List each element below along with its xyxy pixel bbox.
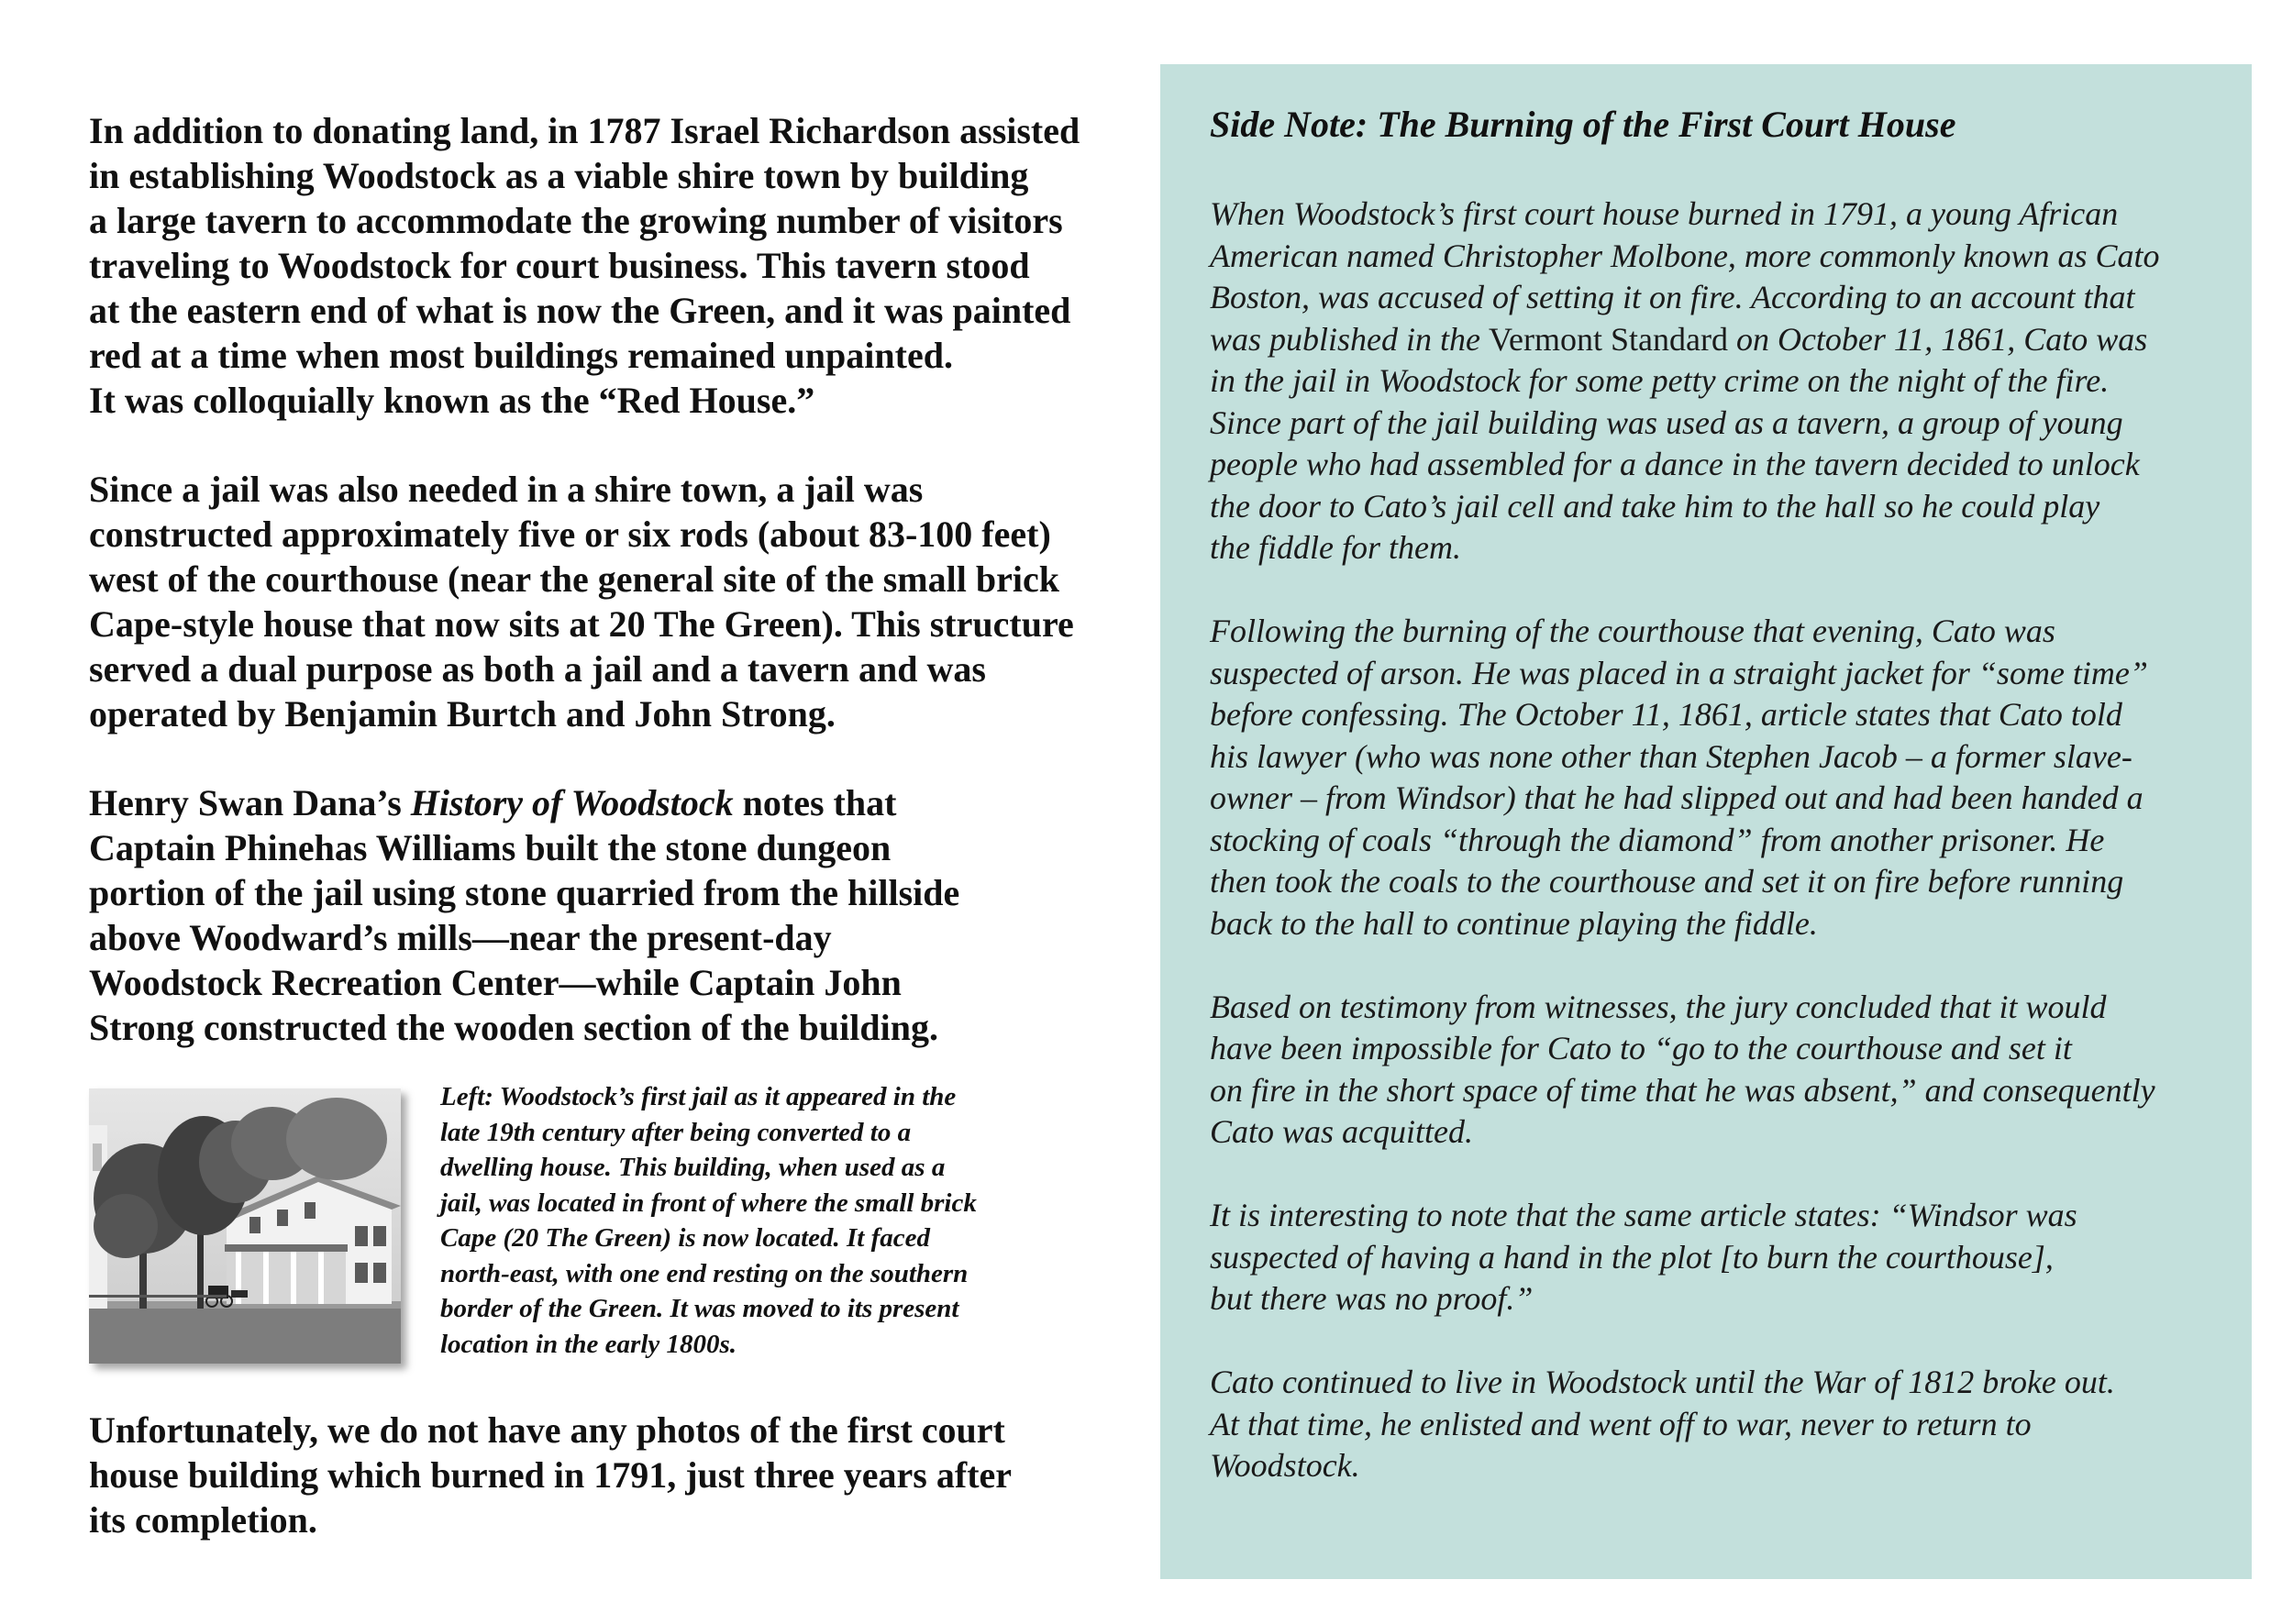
- side-paragraph: [1210, 193, 2228, 569]
- text-run: was published in the: [1210, 320, 1489, 358]
- book-title: History of Woodstock: [410, 782, 734, 823]
- text-line: west of the courthouse (near the general site of the small brick: [89, 558, 1059, 600]
- caption-line: Left: Woodstock’s first jail as it appeared in the: [440, 1082, 957, 1111]
- text-line: in establishing Woodstock as a viable shire town by building: [89, 155, 1029, 196]
- text-line: served a dual purpose as both a jail and a tavern and was: [89, 648, 986, 690]
- text-line: Strong constructed the wooden section of the building.: [89, 1007, 938, 1048]
- caption-line: jail, was located in front of where the small brick: [440, 1188, 977, 1218]
- text-run: on October 11, 1861, Cato was: [1727, 320, 2148, 358]
- text-run: notes that: [733, 782, 897, 823]
- text-line: the fiddle for them.: [1210, 529, 1461, 566]
- newspaper-name: Vermont Standard: [1489, 320, 1728, 358]
- paragraph-dungeon: [89, 780, 1135, 1050]
- side-note-body: [1210, 193, 2228, 1529]
- text-line: the door to Cato’s jail cell and take him to the hall so he could play: [1210, 487, 2100, 525]
- text-line: constructed approximately five or six rods (about 83-100 feet): [89, 514, 1051, 555]
- paragraph-no-photos: [89, 1408, 1135, 1542]
- text-line: have been impossible for Cato to “go to the courthouse and set it: [1210, 1030, 2072, 1066]
- paragraph-jail: [89, 467, 1135, 736]
- text-line: at the eastern end of what is now the Green, and it was painted: [89, 290, 1071, 331]
- text-line: Unfortunately, we do not have any photos of the first court: [89, 1409, 1005, 1451]
- text-line: In addition to donating land, in 1787 Israel Richardson assisted: [89, 110, 1080, 151]
- text-line: then took the coals to the courthouse and set it on fire before running: [1210, 863, 2124, 900]
- text-line: but there was no proof.”: [1210, 1280, 1534, 1317]
- text-line: Since a jail was also needed in a shire town, a jail was: [89, 469, 924, 510]
- text-run: Henry Swan Dana’s: [89, 782, 411, 823]
- text-line: a large tavern to accommodate the growing number of visitors: [89, 200, 1063, 241]
- text-line: suspected of arson. He was placed in a straight jacket for “some time”: [1210, 654, 2148, 691]
- text-line: It was colloquially known as the “Red House.”: [89, 380, 815, 421]
- text-line: before confessing. The October 11, 1861, article states that Cato told: [1210, 696, 2122, 733]
- text-line: traveling to Woodstock for court business. This tavern stood: [89, 245, 1030, 286]
- text-line: Captain Phinehas Williams built the stone dungeon: [89, 827, 892, 868]
- caption-line: border of the Green. It was moved to its present: [440, 1294, 959, 1323]
- text-line: his lawyer (who was none other than Stephen Jacob – a former slave-: [1210, 737, 2132, 775]
- text-line: portion of the jail using stone quarried from the hillside: [89, 872, 960, 913]
- text-line: [89, 780, 1135, 825]
- text-line: Cape-style house that now sits at 20 The Green). This structure: [89, 603, 1074, 645]
- text-line: back to the hall to continue playing the fiddle.: [1210, 904, 1818, 942]
- side-paragraph: [1210, 1362, 2228, 1487]
- text-line: on fire in the short space of time that he was absent,” and consequently: [1210, 1071, 2155, 1109]
- paragraph-red-house: [89, 108, 1135, 423]
- text-line: Since part of the jail building was used as a tavern, a group of young: [1210, 403, 2123, 441]
- text-line: Following the burning of the courthouse that evening, Cato was: [1210, 613, 2055, 649]
- text-line: Based on testimony from witnesses, the jury concluded that it would: [1210, 988, 2107, 1025]
- text-line: stocking of coals “through the diamond” from another prisoner. He: [1210, 821, 2105, 858]
- text-line: American named Christopher Molbone, more commonly known as Cato: [1210, 237, 2160, 274]
- caption-line: location in the early 1800s.: [440, 1329, 737, 1359]
- text-line: red at a time when most buildings remained unpainted.: [89, 335, 953, 376]
- caption-line: late 19th century after being converted to a: [440, 1117, 912, 1147]
- text-line: owner – from Windsor) that he had slipped out and had been handed a: [1210, 779, 2143, 816]
- text-line: Boston, was accused of setting it on fire. According to an account that: [1210, 279, 2135, 315]
- text-line: Cato continued to live in Woodstock until the War of 1812 broke out.: [1210, 1364, 2115, 1400]
- text-line: When Woodstock’s first court house burned in 1791, a young African: [1210, 195, 2119, 232]
- text-line: Woodstock Recreation Center—while Captain John: [89, 962, 902, 1003]
- text-line: operated by Benjamin Burtch and John Strong.: [89, 693, 836, 735]
- text-line: Woodstock.: [1210, 1447, 1360, 1484]
- text-line: people who had assembled for a dance in the tavern decided to unlock: [1210, 446, 2140, 482]
- side-paragraph: [1210, 1195, 2228, 1320]
- text-line: suspected of having a hand in the plot [to burn the courthouse],: [1210, 1238, 2054, 1276]
- main-column: [89, 108, 1135, 1586]
- text-line: its completion.: [89, 1499, 317, 1541]
- text-line: in the jail in Woodstock for some petty crime on the night of the fire.: [1210, 362, 2110, 399]
- caption-line: dwelling house. This building, when used as a: [440, 1153, 946, 1182]
- side-paragraph: [1210, 611, 2228, 945]
- caption-line: Cape (20 The Green) is now located. It faced: [440, 1223, 931, 1253]
- side-note-panel: [1160, 64, 2252, 1579]
- text-line: [1210, 319, 2228, 361]
- photo-with-caption: [89, 1079, 1135, 1364]
- text-line: above Woodward’s mills—near the present-day: [89, 917, 832, 958]
- photo-caption: [440, 1079, 1101, 1362]
- text-line: It is interesting to note that the same article states: “Windsor was: [1210, 1197, 2077, 1233]
- text-line: At that time, he enlisted and went off to war, never to return to: [1210, 1405, 2032, 1442]
- side-paragraph: [1210, 987, 2228, 1154]
- side-note-title: Side Note: The Burning of the First Court House: [1210, 104, 1956, 145]
- caption-line: north-east, with one end resting on the southern: [440, 1258, 969, 1288]
- jail-building-photo: [89, 1088, 401, 1364]
- text-line: Cato was acquitted.: [1210, 1113, 1473, 1150]
- text-line: house building which burned in 1791, just three years after: [89, 1454, 1013, 1496]
